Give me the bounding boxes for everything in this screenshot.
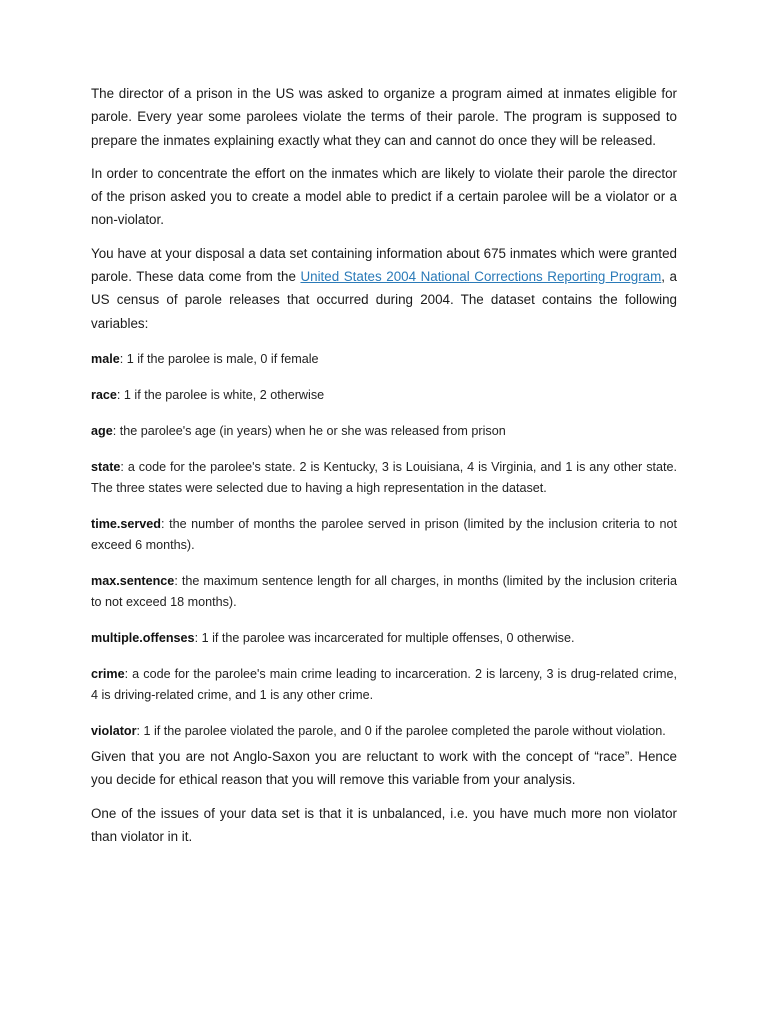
variable-description: : 1 if the parolee is white, 2 otherwise — [116, 387, 325, 402]
intro-paragraph-3 — [91, 242, 677, 335]
variable-item-race — [91, 385, 677, 406]
variable-item-male — [91, 349, 677, 370]
variable-item-crime — [91, 664, 677, 706]
intro-paragraph-3-end: , a US census of parole releases that occurred during 2004. The dataset contains the following variables: — [91, 269, 678, 331]
variable-list — [91, 349, 677, 742]
variable-name: state — [91, 459, 121, 474]
variable-description: : the parolee's age (in years) when he or she was released from prison — [112, 423, 506, 438]
variable-description: : 1 if the parolee violated the parole, and 0 if the parolee completed the parole without violation. — [136, 723, 666, 738]
variable-description: : the number of months the parolee served in prison (limited by the inclusion criteria to not exceed 6 months). — [91, 516, 677, 552]
closing-paragraph-2: One of the issues of your data set is that it is unbalanced, i.e. you have much more non violator than violator in it. — [91, 805, 677, 844]
closing-paragraph-1: Given that you are not Anglo-Saxon you are reluctant to work with the concept of “race”. Hence you decide for ethical reason that you will remove this variable from your analysis. — [91, 748, 677, 788]
variable-name: max.sentence — [91, 573, 175, 588]
variable-name: multiple.offenses — [91, 630, 195, 645]
intro-section — [91, 82, 677, 335]
intro-paragraph-2: In order to concentrate the effort on the inmates which are likely to violate their parole the director of the prison asked you to create a model able to predict if a certain parolee will be a violator or a non-violator. — [91, 165, 677, 228]
variable-description: : the maximum sentence length for all charges, in months (limited by the inclusion criteria to not exceed 18 months). — [91, 573, 677, 609]
variable-item-time-served — [91, 514, 677, 556]
ncrp-link[interactable]: United States 2004 National Corrections Reporting Program — [300, 269, 662, 285]
variable-name: race — [91, 387, 117, 402]
intro-paragraph-3-start: You have at your disposal a data set containing information about 675 inmates which were granted parole. These data come from the — [91, 245, 677, 285]
variable-description: : 1 if the parolee is male, 0 if female — [119, 351, 319, 366]
variable-item-violator — [91, 721, 677, 742]
variable-name: crime — [91, 666, 125, 681]
closing-section — [91, 745, 677, 848]
variable-item-max-sentence — [91, 571, 677, 613]
variable-name: male — [91, 351, 120, 366]
variable-description: : a code for the parolee's state. 2 is Kentucky, 3 is Louisiana, 4 is Virginia, and 1 is any other state. The three states were selected due to having a high representation in the dataset. — [91, 459, 677, 495]
variable-item-state — [91, 457, 677, 499]
document-page — [91, 82, 677, 858]
variable-name: violator — [91, 723, 137, 738]
variable-name: time.served — [91, 516, 162, 531]
variable-description: : a code for the parolee's main crime leading to incarceration. 2 is larceny, 3 is drug-related crime, 4 is driving-related crime, and 1 is any other crime. — [91, 666, 677, 702]
variable-description: : 1 if the parolee was incarcerated for multiple offenses, 0 otherwise. — [194, 630, 575, 645]
variable-name: age — [91, 423, 113, 438]
intro-paragraph-1: The director of a prison in the US was asked to organize a program aimed at inmates eligible for parole. Every year some parolees violate the terms of their parole. The program is supposed to prepare the inmates explaining exactly what they can and cannot do once they will be released. — [91, 86, 677, 148]
variable-item-multiple-offenses — [91, 628, 677, 649]
variable-item-age — [91, 421, 677, 442]
